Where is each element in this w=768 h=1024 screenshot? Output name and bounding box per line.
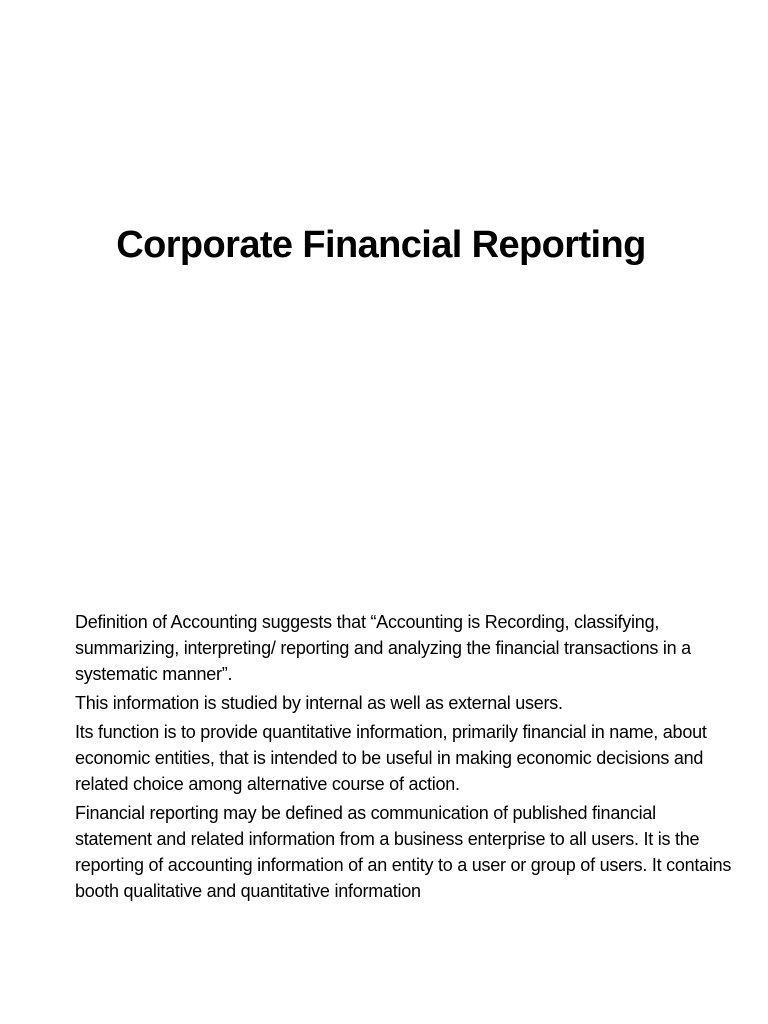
slide-body bbox=[75, 609, 735, 907]
body-paragraph: This information is studied by internal as well as external users. bbox=[75, 693, 563, 713]
body-paragraph: Its function is to provide quantitative information, primarily financial in name, about economic entities, that is intended to be useful in making economic decisions and related choice among alternative course of action. bbox=[75, 722, 707, 794]
body-paragraph: Financial reporting may be defined as communication of published financial statement and related information from a business enterprise to all users. It is the reporting of accounting information of an entity to a user or group of users. It contains booth qualitative and quantitative information bbox=[75, 803, 732, 901]
slide-title: Corporate Financial Reporting bbox=[116, 224, 646, 266]
body-paragraph: Definition of Accounting suggests that “Accounting is Recording, classifying, summarizing, interpreting/ reporting and analyzing the financial transactions in a systematic manner”. bbox=[75, 612, 691, 684]
